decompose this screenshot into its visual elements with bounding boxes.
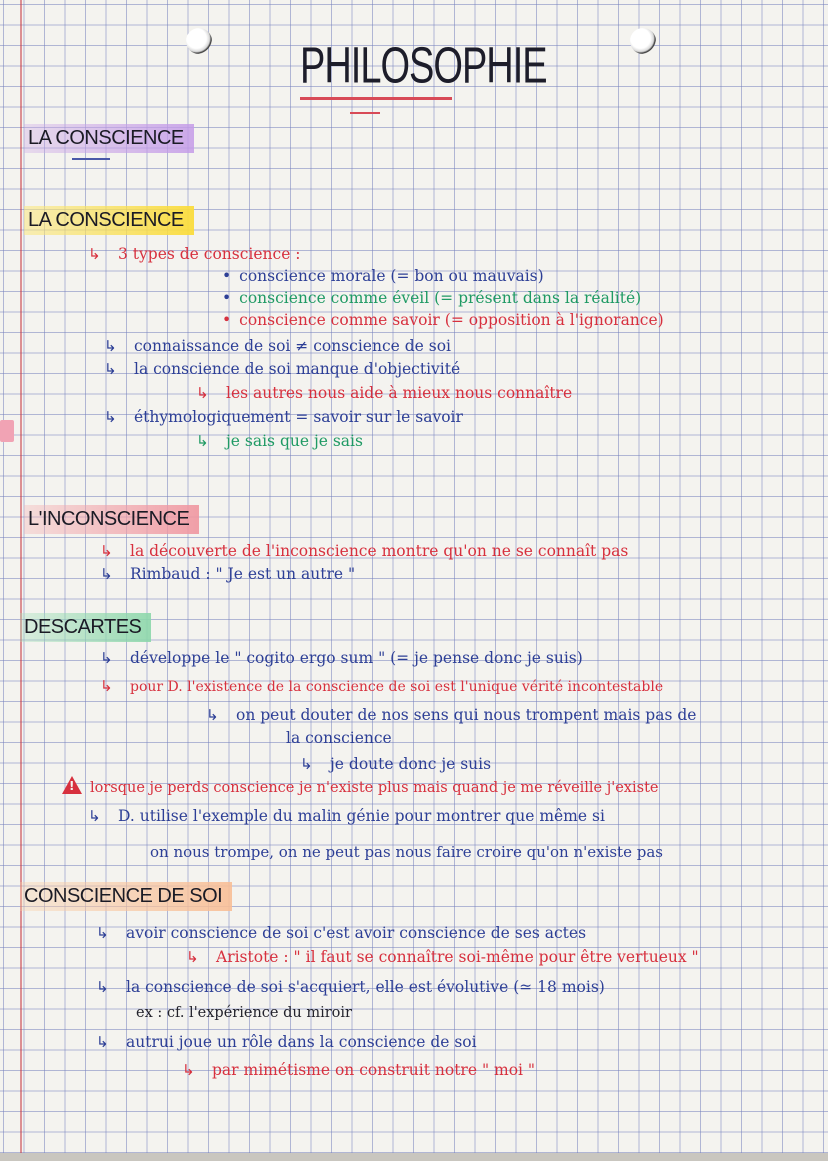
arrow-icon: ↳: [100, 677, 113, 695]
list-item-text: développe le " cogito ergo sum " (= je pense donc je suis): [130, 649, 583, 667]
arrow-icon: ↳: [104, 408, 117, 426]
arrow-icon: ↳: [196, 432, 209, 450]
list-item: [100, 648, 583, 668]
list-item: [222, 288, 641, 308]
heading-conscience-de-soi: CONSCIENCE DE SOI: [20, 882, 232, 911]
heading-descartes: DESCARTES: [20, 613, 151, 642]
list-item: [182, 1060, 535, 1080]
list-item-text: on peut douter de nos sens qui nous trompent mais pas de: [236, 706, 697, 724]
arrow-icon: ↳: [206, 706, 219, 724]
margin-line: [20, 0, 22, 1161]
page-tab: [0, 420, 14, 442]
list-item-text: éthymologiquement = savoir sur le savoir: [134, 408, 463, 426]
list-item: [104, 336, 451, 356]
list-item-text: D. utilise l'exemple du malin génie pour montrer que même si: [118, 807, 605, 825]
list-item-text: connaissance de soi ≠ conscience de soi: [134, 337, 451, 355]
warning-text: lorsque je perds conscience je n'existe plus mais quand je me réveille j'existe: [90, 780, 659, 796]
list-item-text: la conscience de soi manque d'objectivité: [134, 360, 461, 378]
list-item: [196, 431, 363, 451]
list-item: [222, 310, 664, 330]
list-item: [186, 947, 699, 967]
list-item: [96, 1032, 477, 1052]
list-item-text: conscience comme savoir (= opposition à l'ignorance): [239, 311, 664, 329]
list-item-text: par mimétisme on construit notre " moi ": [212, 1061, 536, 1079]
list-item: [100, 564, 355, 584]
arrow-icon: ↳: [196, 384, 209, 402]
arrow-icon: ↳: [182, 1061, 195, 1079]
arrow-icon: ↳: [100, 542, 113, 560]
list-item-text: je doute donc je suis: [330, 755, 492, 773]
arrow-icon: ↳: [104, 360, 117, 378]
page-title: PHILOSOPHIE: [300, 38, 547, 95]
punch-hole: [630, 28, 656, 54]
list-item-text: Rimbaud : " Je est un autre ": [130, 565, 356, 583]
page-edge: [0, 1153, 828, 1161]
list-item-text: conscience comme éveil (= présent dans la réalité): [239, 289, 642, 307]
arrow-icon: ↳: [104, 337, 117, 355]
list-item-text: les autres nous aide à mieux nous connaître: [226, 384, 573, 402]
list-item: [96, 977, 605, 997]
heading-conscience: LA CONSCIENCE: [24, 206, 194, 235]
heading-underline: [72, 158, 110, 160]
list-item: [104, 407, 463, 427]
list-item: [88, 244, 301, 264]
list-item: [300, 754, 491, 774]
list-item-continued: la conscience: [286, 729, 392, 747]
arrow-icon: ↳: [88, 245, 101, 263]
list-item-text: 3 types de conscience :: [118, 245, 301, 263]
warning-mark: !: [69, 779, 75, 793]
arrow-icon: ↳: [300, 755, 313, 773]
list-item-text: je sais que je sais: [226, 432, 363, 450]
arrow-icon: ↳: [88, 807, 101, 825]
arrow-icon: ↳: [186, 948, 199, 966]
list-item-text: pour D. l'existence de la conscience de soi est l'unique vérité incontestable: [130, 679, 664, 695]
bullet-icon: •: [222, 289, 232, 307]
bullet-icon: •: [222, 267, 232, 285]
title-underline-short: [350, 112, 380, 114]
list-item-text: autrui joue un rôle dans la conscience de soi: [126, 1033, 477, 1051]
arrow-icon: ↳: [96, 924, 109, 942]
list-item-continued: on nous trompe, on ne peut pas nous faire croire qu'on n'existe pas: [150, 843, 663, 861]
title-underline: [300, 97, 452, 100]
list-item: [222, 266, 544, 286]
heading-inconscience: L'INCONSCIENCE: [24, 505, 199, 534]
list-item-text: la découverte de l'inconscience montre qu'on ne se connaît pas: [130, 542, 629, 560]
list-item-text: Aristote : " il faut se connaître soi-même pour être vertueux ": [216, 948, 699, 966]
list-item: [88, 806, 605, 826]
list-item-text: la conscience de soi s'acquiert, elle est évolutive (≃ 18 mois): [126, 978, 605, 996]
arrow-icon: ↳: [100, 565, 113, 583]
list-item: [206, 705, 696, 725]
list-item: [100, 676, 663, 697]
list-item: [100, 541, 628, 561]
list-item-text: conscience morale (= bon ou mauvais): [239, 267, 544, 285]
arrow-icon: ↳: [96, 978, 109, 996]
arrow-icon: ↳: [96, 1033, 109, 1051]
list-item: [196, 383, 572, 403]
list-item: [96, 923, 586, 943]
arrow-icon: ↳: [100, 649, 113, 667]
bullet-icon: •: [222, 311, 232, 329]
list-item: [104, 359, 460, 379]
heading-main: LA CONSCIENCE: [24, 124, 194, 153]
punch-hole: [186, 28, 212, 54]
example-text: ex : cf. l'expérience du miroir: [136, 1005, 352, 1021]
list-item-text: avoir conscience de soi c'est avoir conscience de ses actes: [126, 924, 587, 942]
